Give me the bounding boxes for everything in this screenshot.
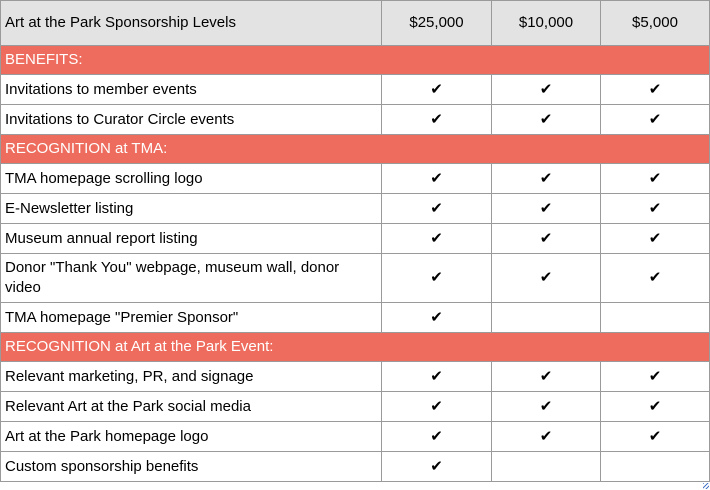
- checkmark-icon: ✔: [601, 254, 710, 303]
- checkmark-icon: ✔: [492, 164, 601, 194]
- benefit-label: Museum annual report listing: [1, 224, 382, 254]
- table-row: [1, 75, 710, 105]
- table-row: [1, 452, 710, 482]
- table-row: [1, 303, 710, 333]
- benefit-label: Custom sponsorship benefits: [1, 452, 382, 482]
- checkmark-icon: ✔: [382, 422, 492, 452]
- checkmark-icon: ✔: [601, 362, 710, 392]
- table-row: [1, 105, 710, 135]
- checkmark-icon: ✔: [601, 422, 710, 452]
- level-10000-header: $10,000: [492, 1, 601, 46]
- checkmark-icon: ✔: [601, 194, 710, 224]
- checkmark-icon: ✔: [382, 194, 492, 224]
- checkmark-icon: ✔: [382, 254, 492, 303]
- checkmark-icon: ✔: [492, 422, 601, 452]
- empty-cell: [492, 303, 601, 333]
- table-row: [1, 392, 710, 422]
- header-row: [1, 1, 710, 46]
- table-title: Art at the Park Sponsorship Levels: [1, 1, 382, 46]
- level-5000-header: $5,000: [601, 1, 710, 46]
- benefit-label: E-Newsletter listing: [1, 194, 382, 224]
- checkmark-icon: ✔: [382, 392, 492, 422]
- checkmark-icon: ✔: [601, 224, 710, 254]
- checkmark-icon: ✔: [492, 254, 601, 303]
- checkmark-icon: ✔: [492, 75, 601, 105]
- table-row: [1, 254, 710, 303]
- benefit-label: Relevant Art at the Park social media: [1, 392, 382, 422]
- checkmark-icon: ✔: [382, 452, 492, 482]
- checkmark-icon: ✔: [492, 224, 601, 254]
- checkmark-icon: ✔: [601, 164, 710, 194]
- checkmark-icon: ✔: [492, 392, 601, 422]
- checkmark-icon: ✔: [492, 362, 601, 392]
- checkmark-icon: ✔: [601, 392, 710, 422]
- section-label: RECOGNITION at Art at the Park Event:: [1, 333, 710, 362]
- checkmark-icon: ✔: [382, 164, 492, 194]
- checkmark-icon: ✔: [492, 105, 601, 135]
- section-label: BENEFITS:: [1, 46, 710, 75]
- empty-cell: [492, 452, 601, 482]
- section-header-recognition-at-tma: [1, 135, 710, 164]
- benefit-label: Relevant marketing, PR, and signage: [1, 362, 382, 392]
- checkmark-icon: ✔: [601, 75, 710, 105]
- benefit-label: Art at the Park homepage logo: [1, 422, 382, 452]
- section-header-benefits: [1, 46, 710, 75]
- table-row: [1, 224, 710, 254]
- table-row: [1, 422, 710, 452]
- benefit-label: TMA homepage scrolling logo: [1, 164, 382, 194]
- benefit-label: TMA homepage "Premier Sponsor": [1, 303, 382, 333]
- benefit-label: Invitations to member events: [1, 75, 382, 105]
- table-row: [1, 194, 710, 224]
- benefit-label: Invitations to Curator Circle events: [1, 105, 382, 135]
- level-25000-header: $25,000: [382, 1, 492, 46]
- checkmark-icon: ✔: [492, 194, 601, 224]
- checkmark-icon: ✔: [382, 224, 492, 254]
- section-label: RECOGNITION at TMA:: [1, 135, 710, 164]
- benefit-label: Donor "Thank You" webpage, museum wall, donor video: [1, 254, 382, 303]
- checkmark-icon: ✔: [382, 75, 492, 105]
- empty-cell: [601, 303, 710, 333]
- checkmark-icon: ✔: [382, 303, 492, 333]
- table-row: [1, 164, 710, 194]
- table-row: [1, 362, 710, 392]
- checkmark-icon: ✔: [601, 105, 710, 135]
- section-header-recognition-at-art-at-the-park-event: [1, 333, 710, 362]
- empty-cell: [601, 452, 710, 482]
- checkmark-icon: ✔: [382, 362, 492, 392]
- checkmark-icon: ✔: [382, 105, 492, 135]
- resize-handle-icon[interactable]: [703, 483, 709, 489]
